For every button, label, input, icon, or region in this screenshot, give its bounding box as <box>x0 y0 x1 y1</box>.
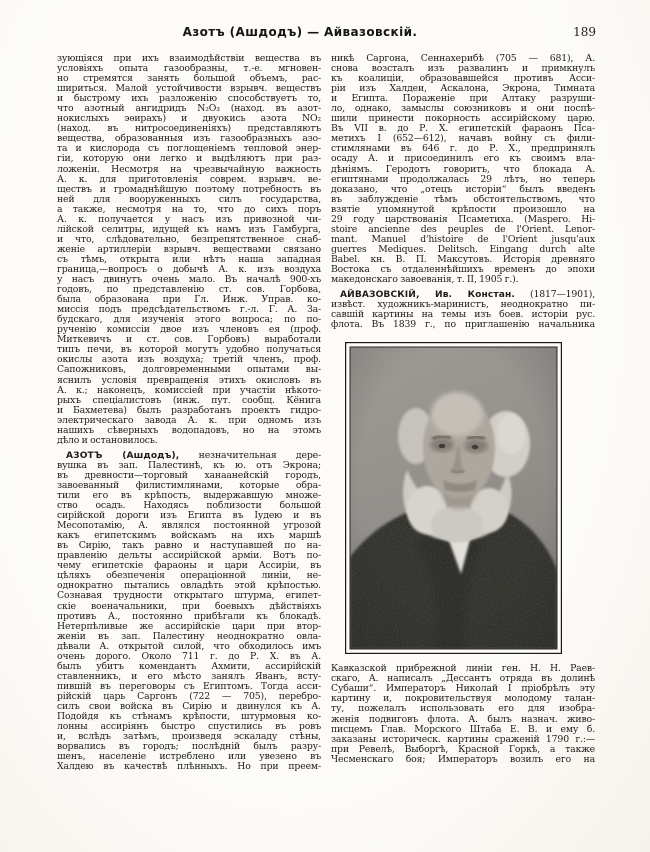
text-line: 29 году царствованія Псаметиха. (Maspero. Hi- <box>331 213 595 225</box>
text-line: и быстрому ихъ разложенію способствуетъ то, <box>57 93 321 105</box>
text-line: заказаны историческ. картины сраженій 1790 г.:— <box>331 733 595 745</box>
column-left <box>57 54 321 772</box>
text-line: очень дорого. Около 711 г. до Р. Х. въ А. <box>57 650 321 662</box>
entry-headword: АЗОТЪ (Ашдодъ), <box>66 450 180 461</box>
text-line: mant. Manuel d'histoire de l'Orient jusqu'aux <box>331 233 595 245</box>
text-line: Кавказской прибрежной линіи ген. Н. Н. Раев- <box>331 663 595 675</box>
text-line: ней для вооруженныхъ силъ государства, <box>57 193 321 205</box>
text-line: въ заблужденіе тѣмъ обстоятельствомъ, что <box>331 193 595 205</box>
text-line: рыхъ спеціалистовъ (инж. пут. сообщ. Кёнига <box>57 394 321 406</box>
text-line: шириться. Малой устойчивости взрывч. веществъ <box>57 83 321 95</box>
text-line: снова возсталъ изъ развалинъ и примкнулъ <box>331 63 595 75</box>
text-line: никѣ Саргона, Сеннахерибѣ (705 — 681), А. <box>331 53 595 64</box>
text-line: Миткевичъ и ст. сов. Горбовъ) выработали <box>57 334 321 346</box>
text-line: лійской селитры, идущей къ намъ изъ Гамбурга, <box>57 223 321 235</box>
entry-headline-rest: незначительная дере- <box>198 449 321 461</box>
text-line: Сознавая трудности открытаго штурма, египет- <box>57 590 321 602</box>
text-line: въ древности—торговый ханаанейскій городъ, <box>57 469 321 481</box>
text-line: при Ревелѣ, Выборгѣ, Красной Горкѣ, а также <box>331 743 595 755</box>
text-line: лонны ассиріянъ быстро спустились въ ровъ <box>57 721 321 733</box>
text-line: скіе военачальники, при боевыхъ дѣйствіяхъ <box>57 600 321 612</box>
text-line: шенъ, населеніе истреблено или увезено въ <box>57 751 321 763</box>
text-line: ворвались въ городъ; послѣдній былъ разру- <box>57 741 321 753</box>
text-line: ріи изъ Халдеи, Аскалона, Экрона, Тимната <box>331 83 595 95</box>
text-line: Нетерпѣливые же ассирійскіе цари при втор- <box>57 620 321 632</box>
text-line: шили принести покорность ассирійскому царю. <box>331 113 595 125</box>
paragraph-entry-ashdod <box>57 461 321 772</box>
text-line: ство осадъ. Находясь поблизости большой <box>57 500 321 512</box>
text-line: рученію комиссіи двое изъ членовъ ея (проф. <box>57 324 321 336</box>
text-line: стимлянами въ 646 г. до Р. Х., предпринялъ <box>331 143 595 155</box>
text-line: окислы азота изъ воздуха; третій членъ, проф. <box>57 354 321 366</box>
text-line: stoire ancienne des peuples de l'Orient. Lenor- <box>331 223 595 235</box>
text-line: и Бахметева) былъ разработанъ проектъ гидро- <box>57 404 321 416</box>
text-line: и, вслѣдъ затѣмъ, произведя эскаладу стѣны, <box>57 731 321 743</box>
text-line: гіи, которую они легко и выдѣляютъ при раз- <box>57 153 321 165</box>
text-line: цѣляхъ обезпеченія операціонной линіи, не- <box>57 570 321 582</box>
paragraph-ashdod-continuation <box>331 54 595 275</box>
text-line: въ Сирію, такъ равно и наступавшей по на- <box>57 540 321 552</box>
text-line: египтянами продолжалась 29 лѣтъ, но теперь <box>331 173 595 185</box>
text-line: чему египетскіе фараоны и цари Ассиріи, въ <box>57 560 321 572</box>
text-line: скаго, А. написалъ „Дессантъ отряда въ долинѣ <box>331 673 595 685</box>
text-line: флота. Въ 1839 г., по приглашенію начальника <box>331 319 595 331</box>
text-line: вещества, образованныя изъ газообразныхъ азо- <box>57 133 321 145</box>
text-line: женіе артиллеріи взрывч. веществами связано <box>57 243 321 255</box>
text-line: съ тѣмъ, открыта или нѣтъ наша западная <box>57 253 321 265</box>
text-line: у насъ двинутъ очень мало. Въ началѣ 900-хъ <box>57 274 321 286</box>
paragraph-azot-continuation <box>57 54 321 436</box>
text-line: рійскій царь Саргонъ (722 — 705), перебро- <box>57 690 321 702</box>
text-line: Востока съ отдаленнѣйшихъ временъ до эпохи <box>331 263 595 275</box>
text-line: та и кислорода съ поглощеніемъ тепловой энер- <box>57 143 321 155</box>
text-line: дѣніямъ. Геродотъ говоритъ, что блокада А. <box>331 163 595 175</box>
text-line: граница,—вопросъ о добычѣ А. к. изъ воздуха <box>57 263 321 275</box>
text-line: ществъ и громаднѣйшую поэтому потребность въ <box>57 183 321 195</box>
text-line: Въ VII в. до Р. Х. египетскій фараонъ Пса- <box>331 123 595 135</box>
text-line: картину и, покровительствуя молодому талан- <box>331 693 595 705</box>
text-line: дѣвали А. открытой силой, что обходилось имъ <box>57 640 321 652</box>
text-line: но стремятся занять большой объемъ, рас- <box>57 73 321 85</box>
text-line: женія подвиговъ флота. А. былъ назнач. живо- <box>331 713 595 725</box>
text-line: ставленникъ, и его мѣсто занялъ Яванъ, всту- <box>57 670 321 682</box>
text-line: сирійской дороги изъ Египта въ Іудею и въ <box>57 510 321 522</box>
text-line: доказано, что „отецъ исторіи“ былъ введенъ <box>331 183 595 195</box>
portrait-photo-icon <box>345 342 562 654</box>
aivazovsky-portrait <box>345 342 562 654</box>
text-line: взятіе упомянутой крѣпости произошло на <box>331 203 595 215</box>
text-line: вушка въ зап. Палестинѣ, къ ю. отъ Экрона; <box>57 459 321 471</box>
text-line: яснилъ условія превращенія этихъ окисловъ въ <box>57 374 321 386</box>
text-line: метихъ I (652—612), начавъ войну съ фили- <box>331 133 595 145</box>
text-line: ло, однако, замыслы союзниковъ и они поспѣ- <box>331 103 595 115</box>
text-line: однократно пытались овладѣть этой крѣпостью. <box>57 580 321 592</box>
text-line: была образована при Гл. Инж. Управ. ко- <box>57 294 321 306</box>
text-line: Халдею въ качествѣ плѣнныхъ. Но при преем- <box>57 761 321 773</box>
text-line: противъ А., постоянно прибѣгали къ блокадѣ. <box>57 610 321 622</box>
paragraph-aivazovsky-continuation <box>331 664 595 764</box>
text-line: женіи въ зап. Палестину неоднократно овла- <box>57 630 321 642</box>
text-line: македонскаго завоеванія, т. II, 1905 г.). <box>331 274 519 286</box>
text-line: осаду А. и присоединилъ его къ своимъ вла- <box>331 153 595 165</box>
text-line: А. к. получается у насъ изъ привозной чи- <box>57 213 321 225</box>
text-line: писцемъ Глав. Морского Штаба Е. В. и ему б. <box>331 723 595 735</box>
text-line: какъ египетскимъ войскамъ на ихъ маршѣ <box>57 530 321 542</box>
text-line: къ коалиціи, образовавшейся противъ Асси- <box>331 73 595 85</box>
text-line: былъ убитъ комендантъ Ахмити, ассирійскій <box>57 660 321 672</box>
text-line: силъ свои войска въ Сирію и двинулся къ А. <box>57 701 321 712</box>
text-line: зующіяся при ихъ взаимодѣйствіи вещества въ <box>57 53 321 64</box>
page-number: 189 <box>573 25 596 39</box>
text-line: извѣст. художникъ-маринистъ, неоднократно пи- <box>331 299 595 311</box>
entry-headword: АЙВАЗОВСКІЙ, Ив. Констан. <box>340 290 515 301</box>
entry-headline-rest: (1817—1901), <box>529 289 595 301</box>
text-line: (наход. въ нитросоединеніяхъ) представляютъ <box>57 123 321 135</box>
text-line: электрическаго завода А. к. при одномъ изъ <box>57 414 321 426</box>
text-line: завоеванный филистимлянами, которые обра- <box>57 479 321 491</box>
text-line: типъ печи, въ которой могутъ удобно получаться <box>57 344 321 356</box>
paragraph-aivazovsky-intro <box>331 300 595 330</box>
text-line: А. к. для приготовленія соврем. взрывч. ве- <box>57 173 321 185</box>
text-line: тили его въ крѣпость, выдержавшую множе- <box>57 490 321 502</box>
text-line: и что, слѣдовательно, безпрепятственное снаб- <box>57 233 321 245</box>
text-line: нашихъ сѣверныхъ водопадовъ, но на этомъ <box>57 424 321 436</box>
running-header: Азотъ (Ашдодъ) — Айвазовскій. <box>182 25 418 39</box>
text-line: условіяхъ опыта газообразны, т.-е. мгновен- <box>57 63 321 75</box>
text-line: савшій картины на темы изъ боев. исторіи рус. <box>331 309 595 321</box>
text-line: годовъ, по представленію ст. сов. Горбова, <box>57 284 321 296</box>
text-line: нокислыхъ эѳирахъ) и двуокись азота NO₂ <box>57 113 321 125</box>
text-line: а также, несмотря на то, что до сихъ поръ <box>57 203 321 215</box>
text-line: А. к.; наконецъ, комиссіей при участіи нѣкото- <box>57 384 321 396</box>
text-line: что азотный ангидридъ N₂O₃ (наход. въ азот- <box>57 103 321 115</box>
column-right <box>331 54 595 765</box>
text-line: миссія подъ предсѣдательствомъ г.-л. Г. А. За- <box>57 304 321 316</box>
text-line: и Египта. Пораженіе при Алтаку разруши- <box>331 93 595 105</box>
text-line: guerres Mediques. Delitsch. Eingang durch alte <box>331 243 595 255</box>
text-line: дѣло и остановилось. <box>57 434 158 446</box>
text-line: Чесменскаго боя; Императоръ возилъ его на <box>331 753 595 765</box>
text-line: пившій въ переговоры съ Египтомъ. Тогда асси- <box>57 680 321 692</box>
text-line: ту, пожелалъ использовать его для изобра- <box>331 703 595 715</box>
text-line: правленію дельты ассирійской арміи. Вотъ по- <box>57 550 321 562</box>
text-line: будскаго, для изученія этого вопроса; по по- <box>57 314 321 326</box>
text-line: Babel. кн. В. П. Максутовъ. Исторія древняго <box>331 253 595 265</box>
text-line: Субаши“. Императоръ Николай I пріобрѣлъ эту <box>331 683 595 695</box>
text-line: Подойдя къ стѣнамъ крѣпости, штурмовыя ко- <box>57 711 321 723</box>
text-line: ложеніи. Несмотря на чрезвычайную важность <box>57 163 321 175</box>
text-line: Сапожниковъ, долговременными опытами вы- <box>57 364 321 376</box>
text-line: Месопотамію, А. являлся постоянной угрозой <box>57 520 321 532</box>
